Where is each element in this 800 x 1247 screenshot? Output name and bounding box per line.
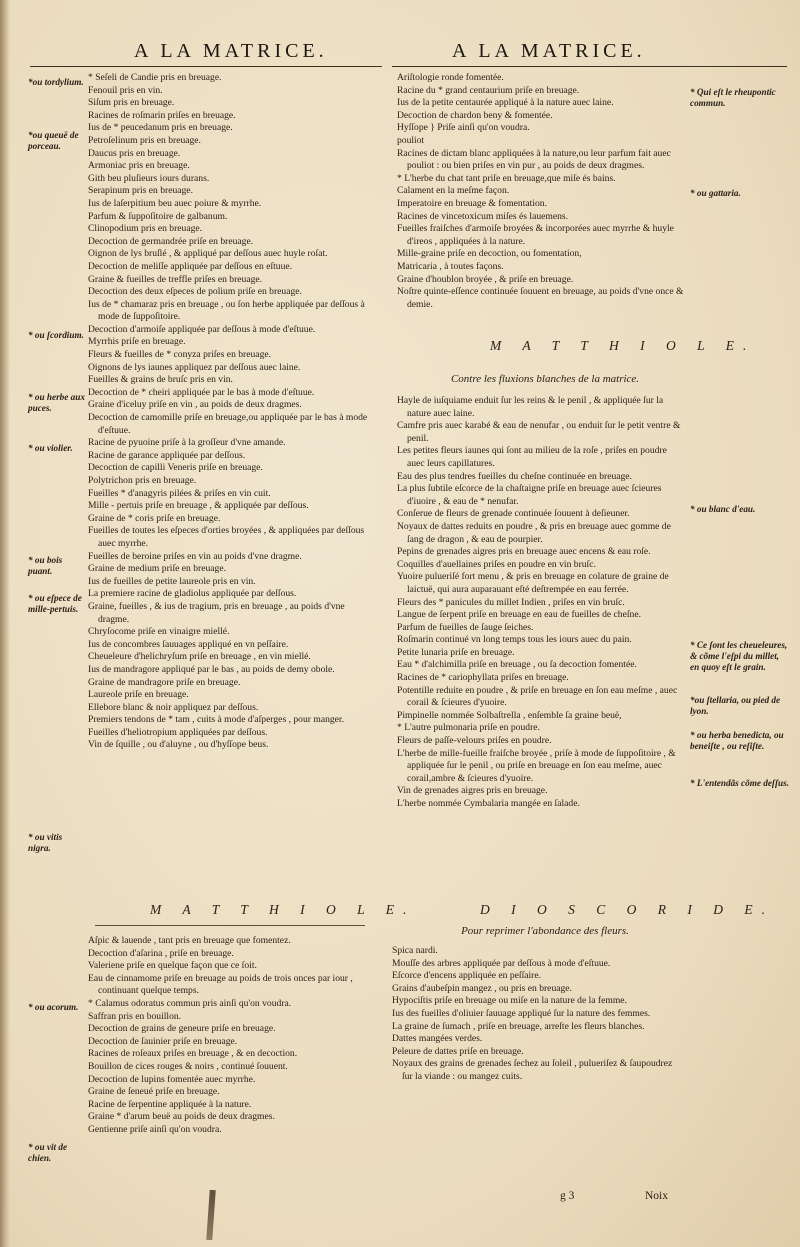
remedy-entry: Pepins de grenades aigres pris en breuage auec encens & eau roſe. (397, 546, 651, 558)
remedy-entry: Ius de * peucedanum pris en breuage. (88, 122, 233, 134)
remedy-entry: Camfre pris auec karabé & eau de nenufar , ou enduit ſur le petit ventre & penil. (397, 420, 681, 444)
margin-note: * ou gattaria. (690, 188, 741, 198)
remedy-entry: Graine de * coris priſe en breuage. (88, 512, 221, 524)
remedy-entry: Yuoire pulueriſé fort menu , & pris en breuage en colature de graine de laictuë, qui aura auparauant eſté deſtrempée en eau ferrée. (397, 571, 669, 595)
remedy-entry: La plus ſubtile eſcorce de la chaſtaigne priſe en breuage auec ſcieures d'iuoire , & eau de * nenufar. (397, 483, 662, 507)
remedy-entry: Fenouil pris en vin. (88, 84, 163, 96)
remedy-entry: Ius de fueilles de petite laureole pris en vin. (88, 575, 256, 587)
remedy-entry: Ius des fueilles d'oliuier ſauuage appliqué ſur la nature des femmes. (392, 1007, 651, 1019)
remedy-entry: Petite lunaria priſe en breuage. (397, 646, 515, 658)
remedy-entry: Decoction d'armoiſe appliquée par deſſous à mode d'eſtuue. (88, 323, 316, 335)
remedy-entry: Matricaria , à toutes façons. (397, 260, 504, 272)
catchword: Noix (645, 1190, 668, 1202)
remedy-entry: L'herbe de mille-fueille fraiſche broyée , priſe à mode de ſuppoſitoire , & appliquée ſur le penil , ou priſe en breuage en ſon eau meſme, auec corail,ambre & ſcieures d'yuoire. (397, 747, 676, 784)
page-stain (206, 1190, 215, 1240)
header-rule-right (392, 66, 787, 67)
remedy-entry: Eau des plus tendres fueilles du cheſne continuée en breuage. (397, 470, 632, 482)
remedy-entry: Oignons de lys iaunes appliquez par deſſous auec laine. (88, 361, 301, 373)
remedy-entry: Parfum de fueilles de ſauge ſeiches. (397, 621, 534, 633)
remedy-entry: Armoniac pris en breuage. (88, 160, 190, 172)
remedy-entry: * Seſeli de Candie pris en breuage. (88, 72, 222, 83)
remedy-entry: Graine de mandragore priſe en breuage. (88, 676, 241, 688)
remedy-entry: Racines de roſeaux priſes en breuage , & en decoction. (88, 1048, 298, 1060)
margin-note: * ou acorum. (28, 1002, 79, 1012)
remedy-entry: Noyaux de dattes reduits en poudre , & pris en breuage auec gomme de ſang de dragon , & eau de pourpier. (397, 520, 671, 545)
remedy-entry: Myrrhis priſe en breuage. (88, 336, 186, 348)
remedy-list-right-2 (397, 395, 684, 811)
remedy-entry: Racines de vincetoxicum miſes és lauemens. (397, 210, 569, 222)
remedy-entry: Fueilles d'heliotropium appliquées par deſſous. (88, 726, 268, 738)
remedy-entry: Petroſelinum pris en breuage. (88, 134, 201, 146)
remedy-entry: Coquilles d'auellaines priſes en poudre en vin bruſc. (397, 558, 596, 570)
remedy-entry: Graine d'iceluy priſe en vin , au poids de deux dragmes. (88, 399, 302, 411)
remedy-entry: Fueilles fraiſches d'armoiſe broyées & incorporées auec myrrhe & huyle d'ireos , appliquées à la nature. (397, 223, 674, 247)
margin-note: * ou ſcordium. (28, 330, 84, 340)
remedy-entry: Graine * d'arum beuë au poids de deux dragmes. (88, 1111, 275, 1123)
margin-note: * Ce ſont les cheueleures, & cõme l'eſpi du millet, en quoy eſt le grain. (690, 640, 788, 672)
remedy-entry: Ius de concombres ſauuages appliqué en vn peſſaire. (88, 638, 289, 650)
remedy-entry: Aſpic & lauende , tant pris en breuage que fomentez. (88, 935, 291, 946)
remedy-entry: Decoction de chardon beny & fomentée. (397, 109, 553, 121)
remedy-entry: * L'autre pulmonaria priſe en poudre. (397, 722, 540, 734)
remedy-entry: Noſtre quinte-eſſence continuée ſouuent en breuage, au poids d'vne once & demie. (397, 286, 684, 310)
section-title-dioscoride: D I O S C O R I D E. (480, 902, 774, 917)
remedy-entry: Decoction d'aſarina , priſe en breuage. (88, 947, 234, 959)
section-title-matthiole-left: M A T T H I O L E. (150, 902, 416, 917)
remedy-list-left-2 (88, 935, 373, 1137)
margin-note: * ou vit de chien. (28, 1142, 68, 1163)
remedy-entry: Grains d'aubeſpin mangez , ou pris en breuage. (392, 982, 572, 994)
remedy-entry: Noyaux des grains de grenades ſechez au ſoleil , pulueriſez & ſaupoudrez ſur la viande : ou mangez cuits. (392, 1058, 673, 1082)
remedy-entry: Ius de * chamaraz pris en breuage , ou ſon herbe appliquée par deſſous à mode de ſuppoſitoire. (88, 298, 365, 323)
remedy-entry: Decoction de capilli Veneris priſe en breuage. (88, 462, 263, 474)
section-title-matthiole-right: M A T T H I O L E. (490, 338, 756, 353)
remedy-entry: Les petites fleurs iaunes qui ſont au milieu de la roſe , priſes en poudre auec leurs capillatures. (397, 445, 667, 469)
remedy-entry: Vin de ſquille , ou d'aluyne , ou d'hyſſope beus. (88, 739, 269, 751)
margin-note: * ou eſpece de mille-pertuis. (28, 593, 82, 614)
remedy-entry: Polytrichon pris en breuage. (88, 475, 197, 486)
margin-note: * Qui eſt le rheupontic commun. (690, 87, 776, 108)
remedy-entry: Calament en la meſme façon. (397, 185, 510, 197)
remedy-entry: pouliot (397, 134, 425, 146)
remedy-entry: Decoction des deux eſpeces de polium priſe en breuage. (88, 286, 302, 298)
remedy-entry: Racine de garance appliquée par deſſous. (88, 449, 246, 461)
remedy-entry: Fleurs & fueilles de * conyza priſes en breuage. (88, 349, 272, 361)
remedy-entry: Ius de mandragore appliqué par le bas , au poids de demy obole. (88, 663, 335, 675)
remedy-entry: Clinopodium pris en breuage. (88, 223, 203, 235)
remedy-entry: Peleure de dattes priſe en breuage. (392, 1045, 524, 1057)
margin-note: * ou bois puant. (28, 555, 63, 576)
remedy-entry: Hypociſtis priſe en breuage ou miſe en la nature de la femme. (392, 995, 627, 1007)
remedy-entry: Valeriene priſe en quelque façon que ce ſoit. (88, 960, 257, 972)
remedy-entry: Eau * d'alchimilla priſe en breuage , ou ſa decoction fomentée. (397, 659, 637, 671)
remedy-entry: Pimpinelle nommée Solbaſtrella , enſemble ſa graine beuë, (397, 709, 622, 721)
remedy-entry: Cheueleure d'helichryſum priſe en breuage , en vin miellé. (88, 651, 311, 663)
remedy-entry: Racines de * cariophyllata priſes en breuage. (397, 672, 569, 684)
running-header-left: A LA MATRICE. (134, 40, 328, 62)
running-header-right: A LA MATRICE. (452, 40, 646, 62)
section-rule (95, 925, 365, 926)
remedy-entry: Racine de pyuoine priſe à la groſſeur d'vne amande. (88, 437, 286, 449)
remedy-entry: Imperatoire en breuage & fomentation. (397, 197, 547, 209)
remedy-list-right-3 (392, 945, 677, 1084)
margin-note: * ou herba benedicta, ou beneiſte , ou reſiſte. (690, 730, 784, 751)
remedy-entry: Fueilles & grains de bruſc pris en vin. (88, 374, 233, 386)
remedy-entry: Decoction de * cheiri appliquée par le bas à mode d'eſtuue. (88, 386, 315, 398)
remedy-entry: Mille-graine priſe en decoction, ou fomentation, (397, 248, 582, 260)
margin-note: * ou vitis nigra. (28, 832, 63, 853)
remedy-entry: Fleurs de paſſe-velours priſes en poudre. (397, 735, 552, 747)
margin-note: *ou tordylium. (28, 77, 84, 87)
remedy-entry: Racine de ſerpentine appliquée à la nature. (88, 1098, 252, 1110)
remedy-list-right-1 (397, 72, 684, 311)
remedy-entry: Decoction de meliſſe appliquée par deſſous en eſtuue. (88, 260, 293, 272)
remedy-entry: Fueilles * d'anagyris pilées & priſes en vin cuit. (88, 487, 271, 499)
remedy-entry: * Calamus odoratus commun pris ainſi qu'on voudra. (88, 997, 292, 1009)
remedy-entry: Graine de ſeneué priſe en breuage. (88, 1086, 220, 1098)
remedy-entry: Fleurs des * panicules du millet Indien , priſes en vin bruſc. (397, 596, 625, 608)
remedy-entry: Ariſtologie ronde fomentée. (397, 72, 504, 83)
remedy-entry: Dattes mangées verdes. (392, 1033, 483, 1045)
remedy-entry: Roſmarin continué vn long temps tous les iours auec du pain. (397, 634, 632, 646)
remedy-entry: Conſerue de fleurs de grenade continuée ſouuent à deſieuner. (397, 508, 630, 520)
remedy-entry: Graine de medium priſe en breuage. (88, 563, 226, 575)
remedy-entry: L'herbe nommée Cymbalaria mangée en ſalade. (397, 798, 580, 809)
remedy-entry: Vin de grenades aigres pris en breuage. (397, 785, 548, 797)
remedy-entry: Eau de cinnamome priſe en breuage au poids de trois onces par iour , continuant quelque temps. (88, 972, 353, 997)
remedy-entry: Graine, fueilles , & ius de tragium, pris en breuage , au poids d'vne dragme. (88, 600, 345, 625)
remedy-entry: Mouſſe des arbres appliquée par deſſous à mode d'eſtuue. (392, 957, 611, 969)
remedy-entry: Saffran pris en bouillon. (88, 1010, 182, 1022)
margin-note: * ou blanc d'eau. (690, 504, 756, 514)
remedy-entry: Decoction de ſauinier priſe en breuage. (88, 1035, 238, 1047)
margin-note: * ou violier. (28, 443, 73, 453)
remedy-entry: Decoction de germandrée priſe en breuage. (88, 235, 254, 247)
remedy-entry: Chryſocome priſe en vinaigre miellé. (88, 626, 230, 638)
remedy-entry: Parfum & ſuppoſitoire de galbanum. (88, 210, 228, 222)
remedy-entry: Bouillon de cices rouges & noirs , continué ſouuent. (88, 1060, 288, 1072)
margin-note: * ou herbe aux puces. (28, 392, 85, 413)
remedy-entry: Eſcorce d'encens appliquée en peſſaire. (392, 970, 542, 982)
remedy-entry: Racines de dictam blanc appliquées à la nature,ou leur parfum fait auec pouliot : ou bien priſes en vin pur , au poids de deux dragmes. (397, 147, 671, 172)
remedy-entry: Gith beu pluſieurs iours durans. (88, 172, 210, 184)
remedy-entry: Fueilles de toutes les eſpeces d'orties broyées , & appliquées par deſſous auec myrrhe. (88, 525, 365, 549)
remedy-entry: Ius de laſerpitium beu auec poiure & myrrhe. (88, 197, 262, 209)
signature-mark: g 3 (560, 1190, 575, 1202)
page-binding-edge (0, 0, 10, 1247)
remedy-entry: Ellebore blanc & noir appliquez par deſſous. (88, 701, 259, 713)
remedy-entry: Daucus pris en breuage. (88, 147, 181, 159)
remedy-entry: Mille - pertuis priſe en breuage , & appliquée par deſſous. (88, 500, 309, 512)
remedy-entry: Graine d'houblon broyée , & priſe en breuage. (397, 273, 574, 285)
remedy-entry: Spica nardi. (392, 945, 438, 956)
remedy-entry: Racine du * grand centaurium priſe en breuage. (397, 84, 580, 96)
remedy-list-left-1 (88, 72, 373, 752)
margin-note: *ou queuë de porceau. (28, 130, 79, 151)
remedy-entry: Decoction de grains de geneure priſe en breuage. (88, 1023, 276, 1035)
remedy-entry: Serapinum pris en breuage. (88, 185, 193, 197)
remedy-entry: Ius de la petite centaurée appliqué à la nature auec laine. (397, 97, 614, 109)
remedy-entry: La premiere racine de gladiolus appliquée par deſſous. (88, 588, 297, 600)
remedy-entry: Langue de ſerpent priſe en breuage en eau de fueilles de cheſne. (397, 609, 641, 621)
remedy-entry: Hyſſope } Priſe ainſi qu'on voudra. (397, 122, 530, 134)
remedy-entry: Premiers tendons de * tam , cuits à mode d'aſperges , pour manger. (88, 714, 344, 726)
remedy-entry: La graine de ſumach , priſe en breuage, arreſte les fleurs blanches. (392, 1020, 645, 1032)
margin-note: * L'entendãs cõme deſſus. (690, 778, 790, 788)
remedy-entry: Hayle de iuſquiame enduit ſur les reins & le penil , & appliquée ſur la nature auec laine. (397, 395, 664, 419)
remedy-entry: Potentille reduite en poudre , & priſe en breuage en ſon eau meſme , auec corail & ſcieures d'yuoire. (397, 684, 678, 709)
remedy-entry: Laureole priſe en breuage. (88, 689, 189, 701)
remedy-entry: Decoction de camomille priſe en breuage,ou appliquée par le bas à mode d'eſtuue. (88, 412, 368, 436)
section-subtitle: Pour reprimer l'abondance des fleurs. (461, 925, 629, 937)
header-rule-left (30, 66, 382, 67)
remedy-entry: Graine & fueilles de treffle priſes en breuage. (88, 273, 263, 285)
remedy-entry: Siſum pris en breuage. (88, 97, 175, 109)
remedy-entry: Decoction de lupins fomentée auec myrrhe. (88, 1073, 256, 1085)
margin-note: *ou ſtellaria, ou pied de lyon. (690, 695, 781, 716)
section-subtitle: Contre les fluxions blanches de la matrice. (450, 373, 640, 385)
remedy-entry: * L'herbe du chat tant priſe en breuage,que miſe és bains. (397, 172, 616, 184)
remedy-entry: Oignon de lys bruſlé , & appliqué par deſſous auec huyle roſat. (88, 248, 328, 260)
remedy-entry: Fueilles de beroine priſes en vin au poids d'vne dragme. (88, 550, 302, 562)
remedy-entry: Racines de roſmarin priſes en breuage. (88, 109, 236, 121)
remedy-entry: Gentienne priſe ainſi qu'on voudra. (88, 1123, 222, 1135)
